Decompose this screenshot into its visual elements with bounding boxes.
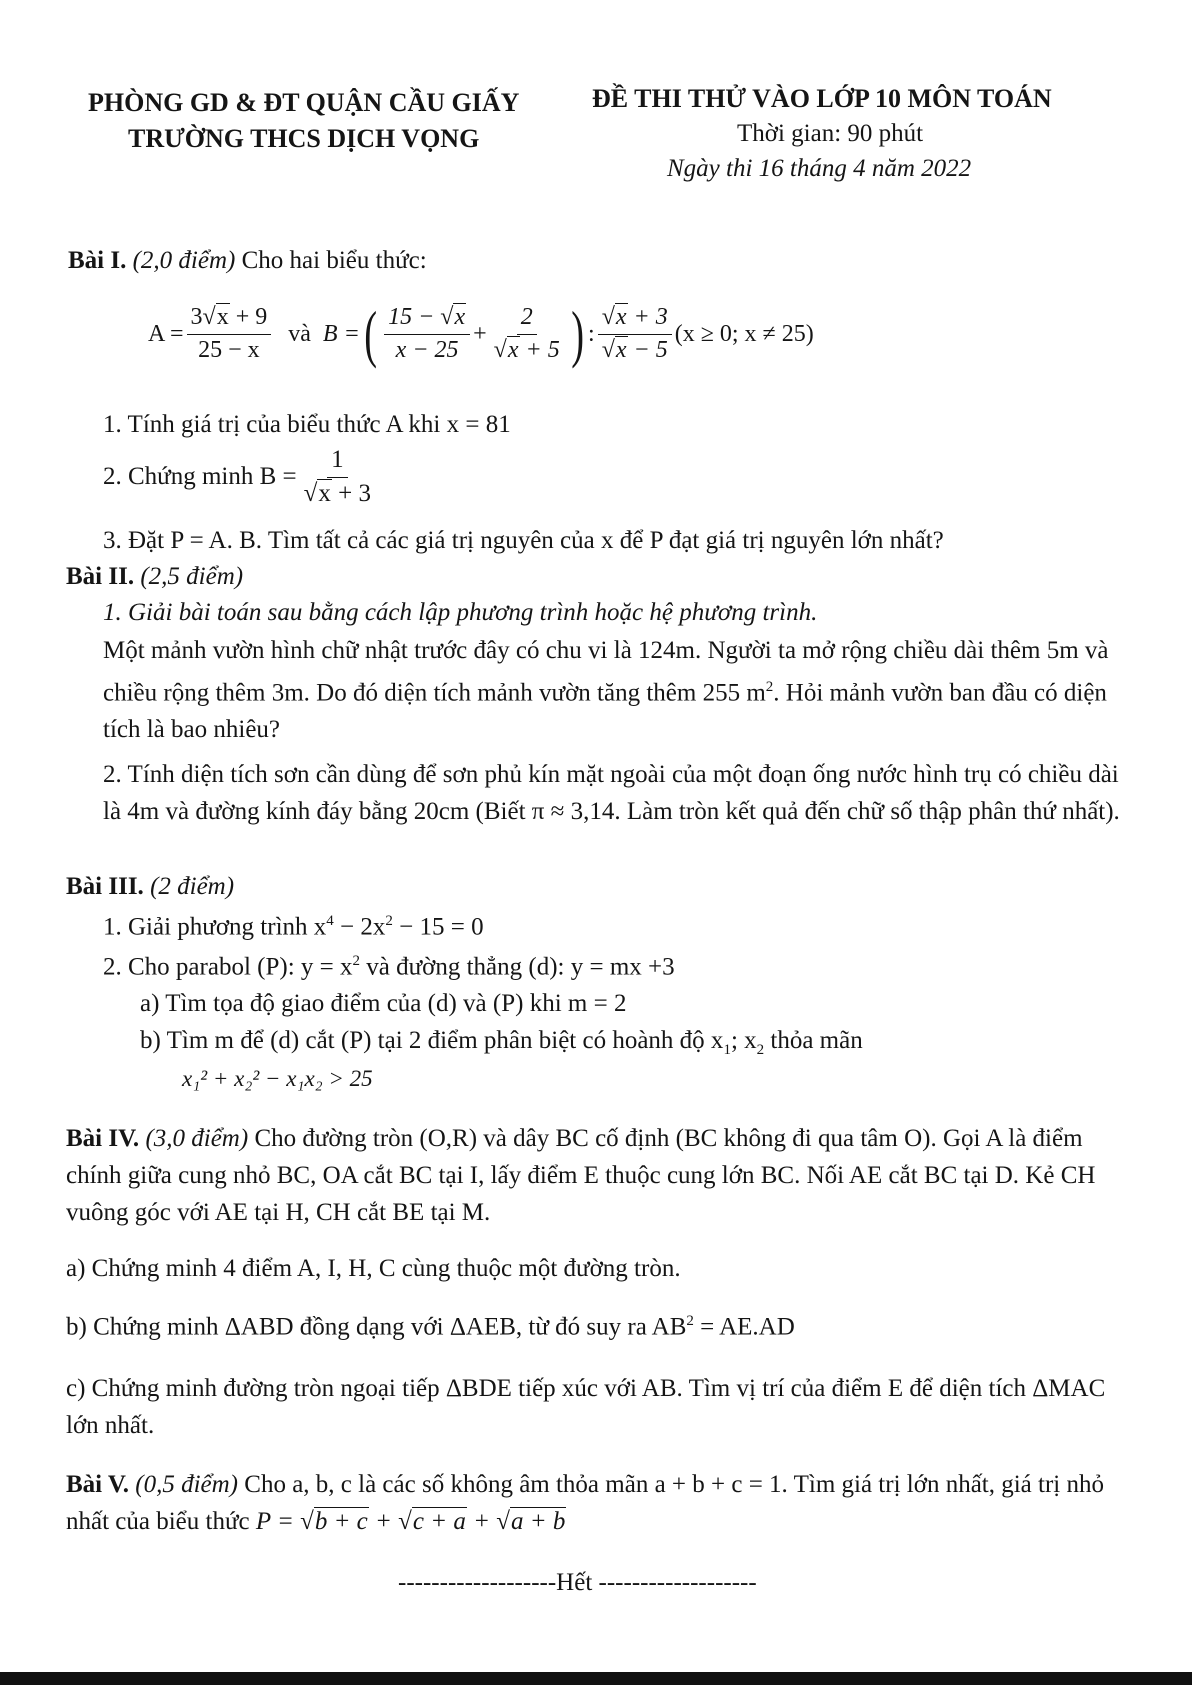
formula-a-fraction: $\frac{3√x + 9}{25 - x}$ [187,304,272,364]
bai3-question-2b: b) Tìm m để (d) cắt (P) tại 2 điểm phân biệt có hoành độ $x_1$; $x_2$ thỏa mãn [140,1027,863,1058]
bai4-question-b: b) Chứng minh ΔABD đồng dạng với ΔAEB, từ đó suy ra $AB^2 = AE.AD$ [66,1313,795,1341]
bai3-question-2b-condition: x₁² + x₂² − x₁x₂ > 25 [182,1066,373,1091]
bai5-points: (0,5 điểm) [135,1471,239,1498]
scan-bottom-border [0,1672,1192,1685]
bai3-heading [66,873,234,901]
bai3-title: Bài III. [66,873,144,900]
bai1-title: Bài I. [68,247,127,274]
bai4-intro: Bài IV. (3,0 điểm) Cho đường tròn (O,R) và dây BC cố định (BC không đi qua tâm O). Gọi A là điểm chính giữa cung nhỏ BC, OA cắt BC tại I, lấy điểm E thuộc cung lớn BC. Nối AE cắt BC tại D. Kẻ CH vuông góc với AE tại H, CH cắt BE tại M. [66,1125,1096,1226]
bai2-question-1-text: Một mảnh vườn hình chữ nhật trước đây có chu vi là 124m. Người ta mở rộng chiều dài thêm 5m và chiều rộng thêm 3m. Do đó diện tích mảnh vườn tăng thêm 255 $m^2$. Hỏi mảnh vườn ban đầu có diện tích là bao nhiêu? [103,637,1109,744]
bai4-title: Bài IV. [66,1125,140,1152]
bai1-points: (2,0 điểm) [132,247,236,274]
bai2-title: Bài II. [66,563,135,590]
formula-condition: (x ≥ 0; x ≠ 25) [674,320,814,347]
bai1-intro: Cho hai biểu thức: [241,247,427,274]
formula-a-lhs: A = [148,320,184,347]
bai4-points: (3,0 điểm) [145,1125,249,1152]
bai1-question-3: 3. Đặt P = A. B. Tìm tất cả các giá trị nguyên của x để P đạt giá trị nguyên lớn nhất? [103,527,944,554]
exam-date: Ngày thi 16 tháng 4 năm 2022 [667,155,972,182]
bai1-question-2: 2. Chứng minh B = $\frac{1}{√x + 3}$ [103,446,378,509]
exam-title: ĐỀ THI THỬ VÀO LỚP 10 MÔN TOÁN [592,84,1052,113]
department-name: PHÒNG GD & ĐT QUẬN CẦU GIẤY [88,88,520,117]
bai3-question-2: 2. Cho parabol (P): $y = x^2$ và đường thẳng (d): y = mx +3 [103,953,675,981]
bai2-question-1-heading: 1. Giải bài toán sau bằng cách lập phương trình hoặc hệ phương trình. [103,599,818,626]
bai5-title: Bài V. [66,1471,130,1498]
bai1-heading [68,247,427,275]
formula-b-fraction-3: $\frac{√x + 3}{√x - 5}$ [598,304,672,364]
formula-b-fraction-1: $\frac{15 - √x}{x - 25}$ [384,304,470,364]
bai4-question-a: a) Chứng minh 4 điểm A, I, H, C cùng thuộc một đường tròn. [66,1255,681,1282]
formula-and: và [288,320,311,347]
formula-b-fraction-2: $\frac{2}{√x + 5}$ [493,303,560,363]
formula-b-lhs: B = [322,320,360,347]
bai3-points: (2 điểm) [150,873,235,900]
bai4-question-c: c) Chứng minh đường tròn ngoại tiếp ΔBDE tiếp xúc với AB. Tìm vị trí của điểm E để diện tích ΔMAC lớn nhất. [66,1375,1106,1439]
bai2-heading [66,563,243,591]
q2-fraction: $\frac{1}{√x + 3}$ [303,446,371,507]
bai2-points: (2,5 điểm) [140,563,244,590]
bai1-question-1: 1. Tính giá trị của biểu thức A khi x = 81 [103,411,511,438]
end-marker: -------------------Hết ------------------- [398,1569,757,1596]
school-name: TRƯỜNG THCS DỊCH VỌNG [128,124,480,153]
bai2-question-2-text: 2. Tính diện tích sơn cần dùng để sơn phủ kín mặt ngoài của một đoạn ống nước hình trụ có chiều dài là 4m và đường kính đáy bằng 20cm (Biết π ≈ 3,14. Làm tròn kết quả đến chữ số thập phân thứ nhất). [103,761,1120,825]
bai5-text: Bài V. (0,5 điểm) Cho a, b, c là các số không âm thỏa mãn a + b + c = 1. Tìm giá trị lớn nhất, giá trị nhỏ nhất của biểu thức P = √b + c + √c + a + √a + b [66,1471,1104,1535]
bai5-expression: P = √b + c + √c + a + √a + b [255,1508,566,1535]
exam-duration: Thời gian: 90 phút [737,120,924,147]
bai1-formula: A = $\frac{3√x + 9}{25 - x}$ và B = ( $\frac{15 - √x}{x - 25}$ + $\frac{2}{√x + 5}$ ) : $\frac{√x + 3}{√x - 5}$ (x ≥ 0; x ≠ 25) [148,298,814,369]
bai3-question-2a: a) Tìm tọa độ giao điểm của (d) và (P) khi m = 2 [140,990,627,1017]
bai3-question-1: 1. Giải phương trình $x^4 - 2x^2 - 15 = 0$ [103,913,484,941]
